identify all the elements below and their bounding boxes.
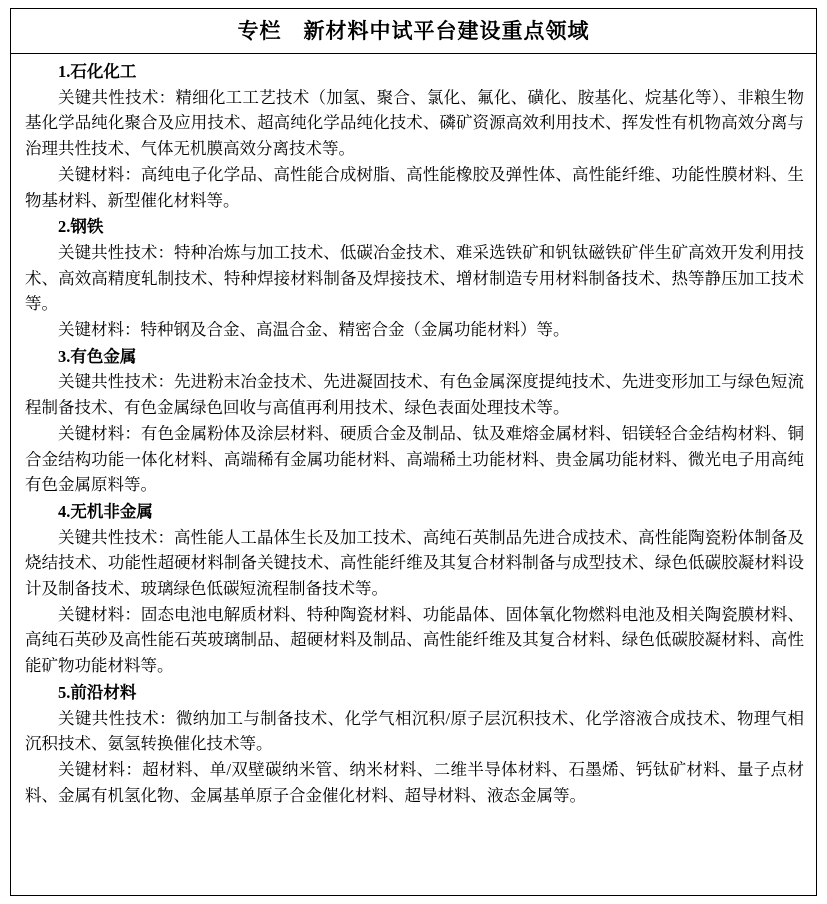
section-4-paragraph-2: 关键材料：固态电池电解质材料、特种陶瓷材料、功能晶体、固体氧化物燃料电池及相关陶瓷膜材料、高纯石英砂及高性能石英玻璃制品、超硬材料及制品、高性能纤维及其复合材料、绿色低碳胶凝材料、高性能矿物功能材料等。 bbox=[25, 604, 804, 676]
section-4-paragraph-1: 关键共性技术：高性能人工晶体生长及加工技术、高纯石英制品先进合成技术、高性能陶瓷粉体制备及烧结技术、功能性超硬材料制备关键技术、高性能纤维及其复合材料制备与成型技术、绿色低碳胶凝材料设计及制备技术、玻璃绿色低碳短流程制备技术等。 bbox=[25, 527, 804, 598]
document-border-box bbox=[10, 8, 817, 896]
section-3-paragraph-2: 关键材料：有色金属粉体及涂层材料、硬质合金及制品、钛及难熔金属材料、铝镁轻合金结构材料、铜合金结构功能一体化材料、高端稀有金属功能材料、高端稀土功能材料、贵金属功能材料、微光电子用高纯有色金属原料等。 bbox=[25, 423, 804, 495]
section-1-paragraph-2: 关键材料：高纯电子化学品、高性能合成树脂、高性能橡胶及弹性体、高性能纤维、功能性膜材料、生物基材料、新型催化材料等。 bbox=[25, 164, 804, 210]
section-2-paragraph-2: 关键材料：特种钢及合金、高温合金、精密合金（金属功能材料）等。 bbox=[58, 320, 570, 339]
section-3-paragraph-1: 关键共性技术：先进粉末冶金技术、先进凝固技术、有色金属深度提纯技术、先进变形加工与绿色短流程制备技术、有色金属绿色回收与高值再利用技术、绿色表面处理技术等。 bbox=[25, 372, 804, 418]
section-heading-2: 2.钢铁 bbox=[58, 217, 104, 237]
document-title-bar bbox=[11, 9, 816, 54]
section-5-paragraph-1: 关键共性技术：微纳加工与制备技术、化学气相沉积/原子层沉积技术、化学溶液合成技术、物理气相沉积技术、氨氢转换催化技术等。 bbox=[25, 708, 804, 754]
section-5-paragraph-2: 关键材料：超材料、单/双壁碳纳米管、纳米材料、二维半导体材料、石墨烯、钙钛矿材料、量子点材料、金属有机氢化物、金属基单原子合金催化材料、超导材料、液态金属等。 bbox=[25, 759, 804, 805]
section-heading-1: 1.石化化工 bbox=[58, 62, 137, 81]
section-1-paragraph-1: 关键共性技术：精细化工工艺技术（加氢、聚合、氯化、氟化、磺化、胺基化、烷基化等）、非粮生物基化学品纯化聚合及应用技术、超高纯化学品纯化技术、磷矿资源高效利用技术、挥发性有机物高效分离与治理共性技术、气体无机膜高效分离技术等。 bbox=[25, 87, 804, 159]
section-heading-4: 4.无机非金属 bbox=[58, 501, 153, 521]
title-prefix: 专栏 bbox=[237, 19, 282, 43]
document-content bbox=[11, 54, 816, 808]
section-heading-5: 5.前沿材料 bbox=[58, 682, 137, 702]
section-2-paragraph-1: 关键共性技术：特种冶炼与加工技术、低碳冶金技术、难采选铁矿和钒钛磁铁矿伴生矿高效开发利用技术、高效高精度轧制技术、特种焊接材料制备及焊接技术、增材制造专用材料制备技术、热等静压加工技术等。 bbox=[25, 242, 804, 314]
section-heading-3: 3.有色金属 bbox=[58, 346, 137, 366]
page-title: 新材料中试平台建设重点领域 bbox=[303, 19, 590, 43]
